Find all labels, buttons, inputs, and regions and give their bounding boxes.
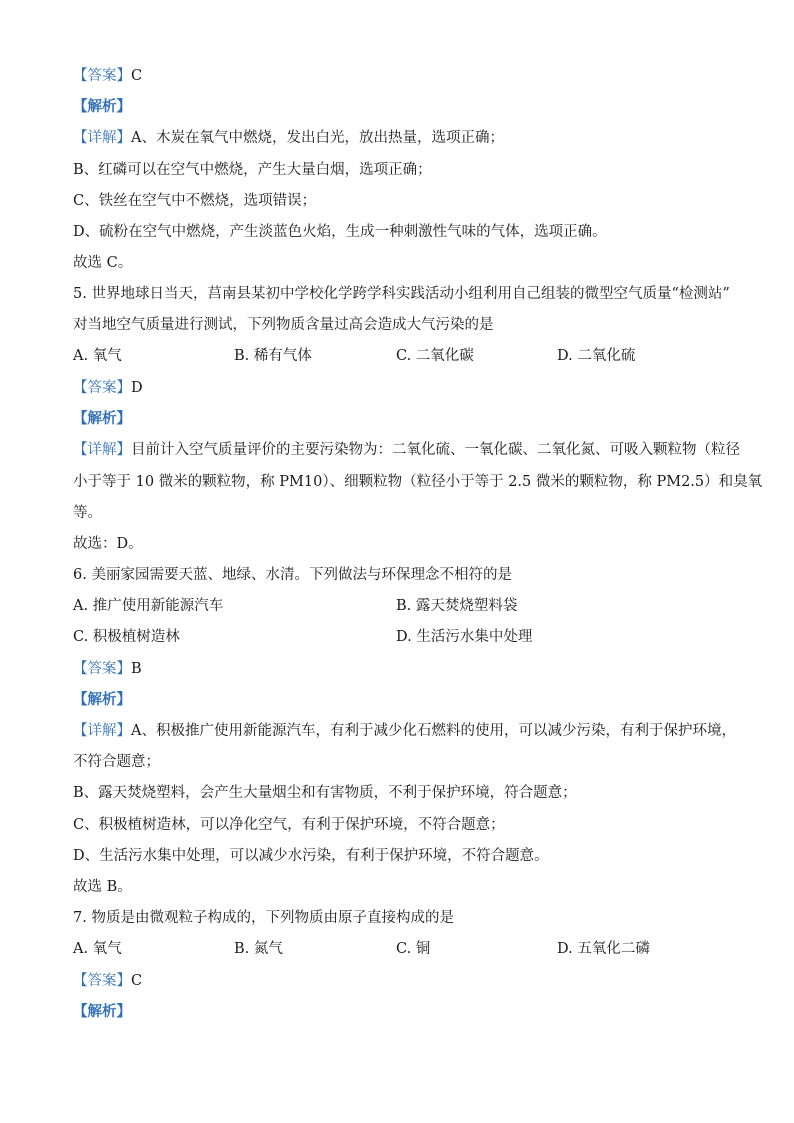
question-stem: 7. 物质是由微观粒子构成的，下列物质由原子直接构成的是 [73,910,454,926]
answer-tag: 【答案】 [73,68,131,84]
detail-text: 小于等于 10 微米的颗粒物，称 PM10）、细颗粒物（粒径小于等于 2.5 微米的颗粒物，称 PM2.5）和臭氧 [73,474,763,490]
detail-text: C、铁丝在空气中不燃烧，选项错误； [73,193,317,209]
detail-text: 不符合题意； [73,754,160,770]
answer-tag: 【答案】 [73,380,131,396]
option-b: B. 氮气 [234,941,283,957]
option-b: B. 露天焚烧塑料袋 [396,598,518,614]
q4-detail-line [73,128,504,148]
detail-text: A、木炭在氧气中燃烧，发出白光，放出热量，选项正确； [131,130,504,146]
detail-tag: 【详解】 [73,723,131,739]
analysis-tag: 【解析】 [73,691,131,708]
detail-tag: 【详解】 [73,442,131,458]
detail-text: 目前计入空气质量评价的主要污染物为：二氧化硫、一氧化碳、二氧化氮、可吸入颗粒物（粒径 [131,442,740,458]
answer-value: D [131,380,143,396]
conclusion-text: 故选 C。 [73,255,133,271]
answer-value: C [131,68,143,84]
detail-text: D、硫粉在空气中燃烧，产生淡蓝色火焰，生成一种刺激性气味的气体，选项正确。 [73,224,607,240]
q5-analysis-line [73,409,131,429]
answer-value: B [131,661,142,677]
detail-text: B、露天焚烧塑料，会产生大量烟尘和有害物质，不利于保护环境，符合题意； [73,785,577,801]
question-stem: 5. 世界地球日当天，莒南县某初中学校化学跨学科实践活动小组利用自己组装的微型空气质量“检测站” [73,286,730,302]
analysis-tag: 【解析】 [73,98,131,115]
detail-text: C、积极植树造林，可以净化空气，有利于保护环境，不符合题意； [73,817,505,833]
question-stem: 对当地空气质量进行测试，下列物质含量过高会造成大气污染的是 [73,317,494,333]
q7-answer-line [73,971,142,991]
option-a: A. 氧气 [73,348,122,364]
q4-answer-line [73,66,142,86]
detail-tag: 【详解】 [73,130,131,146]
q6-analysis-line [73,690,131,710]
conclusion-text: 故选 B。 [73,879,132,895]
answer-tag: 【答案】 [73,661,131,677]
option-d: D. 二氧化硫 [557,348,636,364]
analysis-tag: 【解析】 [73,1003,131,1020]
option-c: C. 积极植树造林 [73,629,180,645]
answer-value: C [131,973,143,989]
detail-text: A、积极推广使用新能源汽车，有利于减少化石燃料的使用，可以减少污染，有利于保护环境， [131,723,736,739]
option-c: C. 铜 [396,941,431,957]
q4-analysis-line [73,97,131,117]
option-c: C. 二氧化碳 [396,348,474,364]
answer-tag: 【答案】 [73,973,131,989]
q7-analysis-line [73,1002,131,1022]
option-d: D. 生活污水集中处理 [396,629,533,645]
analysis-tag: 【解析】 [73,410,131,427]
detail-text: 等。 [73,505,102,521]
option-a: A. 推广使用新能源汽车 [73,598,224,614]
q5-detail-line [73,440,740,460]
option-b: B. 稀有气体 [234,348,312,364]
question-stem: 6. 美丽家园需要天蓝、地绿、水清。下列做法与环保理念不相符的是 [73,567,512,583]
q5-answer-line [73,378,143,398]
detail-text: B、红磷可以在空气中燃烧，产生大量白烟，选项正确； [73,162,432,178]
detail-text: D、生活污水集中处理，可以减少水污染，有利于保护环境，不符合题意。 [73,848,549,864]
option-a: A. 氧气 [73,941,122,957]
conclusion-text: 故选：D。 [73,536,143,552]
q6-detail-line [73,721,736,741]
option-d: D. 五氧化二磷 [557,941,650,957]
q6-answer-line [73,659,142,679]
